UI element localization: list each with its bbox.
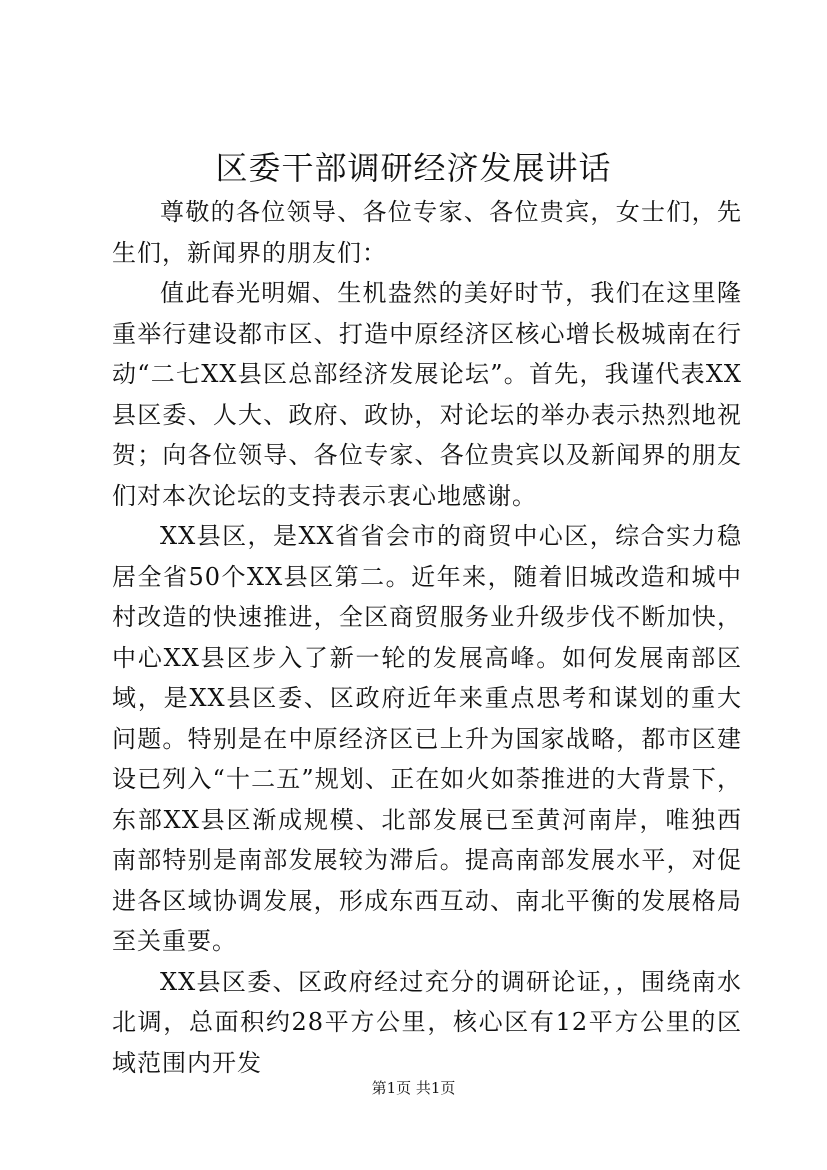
page-footer: 第1页 共1页 bbox=[371, 1079, 456, 1097]
document-body bbox=[112, 192, 742, 1083]
paragraph-greeting: 尊敬的各位领导、各位专家、各位贵宾，女士们，先生们，新闻界的朋友们： bbox=[112, 198, 742, 267]
paragraph-planning: XX县区委、区政府经过充分的调研论证，，围绕南水北调，总面积约28平方公里，核心区有12平方公里的区域范围内开发 bbox=[112, 967, 742, 1077]
document-title: 区委干部调研经济发展讲话 bbox=[215, 149, 612, 187]
paragraph-opening: 值此春光明媚、生机盎然的美好时节，我们在这里隆重举行建设都市区、打造中原经济区核心增长极城南在行动“二七XX县区总部经济发展论坛”。首先，我谨代表XX县区委、人大、政府、政协，对论坛的举办表示热烈地祝贺；向各位领导、各位专家、各位贵宾以及新闻界的朋友们对本次论坛的支持表示衷心地感谢。 bbox=[112, 279, 742, 510]
paragraph-district-overview: XX县区，是XX省省会市的商贸中心区，综合实力稳居全省50个XX县区第二。近年来，随着旧城改造和城中村改造的快速推进，全区商贸服务业升级步伐不断加快，中心XX县区步入了新一轮的发展高峰。如何发展南部区域，是XX县区委、区政府近年来重点思考和谋划的重大问题。特别是在中原经济区已上升为国家战略，都市区建设已列入“十二五”规划、正在如火如荼推进的大背景下，东部XX县区渐成规模、北部发展已至黄河南岸，唯独西南部特别是南部发展较为滞后。提高南部发展水平，对促进各区域协调发展，形成东西互动、南北平衡的发展格局至关重要。 bbox=[112, 522, 742, 955]
